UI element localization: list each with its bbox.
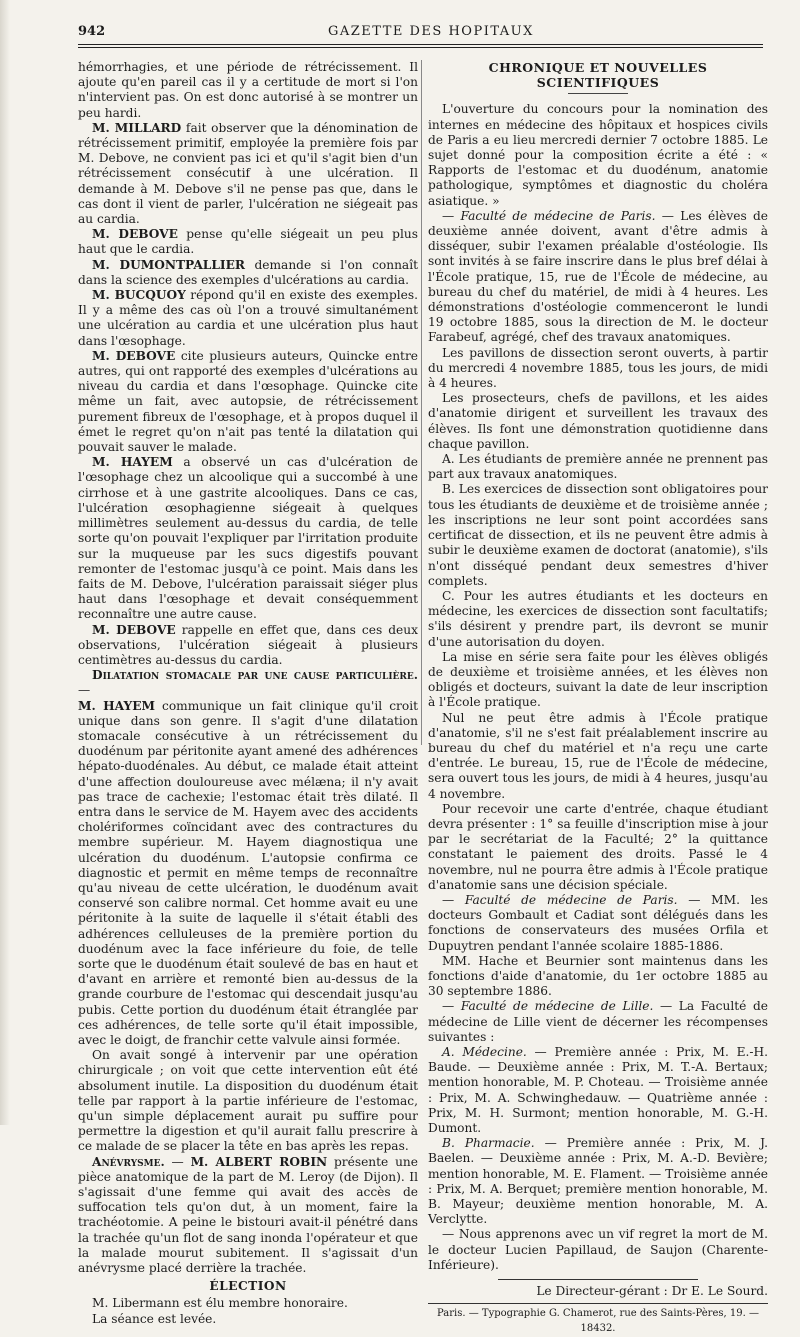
paragraph-text: — Première année : Prix, M. J. Baelen. — Deuxième année : Prix, M. A.-D. Bevière; mention honorable, M. E. Flament. — Troisième année : Prix, M. A. Berquet; première mention honorable, M. B. Mayeur; deuxième mention honorable, M. A. Verclytte. [428,1136,768,1227]
paragraph [78,60,418,121]
paragraph [78,121,418,227]
section-lead: Faculté de médecine de Lille. [460,999,654,1014]
paragraph-text: La mise en série sera faite pour les élèves obligés de deuxième et troisième années, et les élèves non obligés et docteurs, suivant la date de leur inscription à l'École pratique. [428,649,768,710]
paragraph [428,802,768,893]
paragraph [428,452,768,482]
paragraph [78,623,418,669]
paragraph [428,391,768,452]
election-text: M. Libermann est élu membre honoraire. [92,1296,348,1311]
paragraph-text: hémorrhagies, et une période de rétrécissement. Il ajoute qu'en pareil cas il y a certitude de mort si l'on n'intervient pas. On est donc autorisé à se montrer un peu hardi. [78,60,418,120]
paragraph [78,288,418,349]
paragraph-text: fait observer que la dénomination de rétrécissement primitif, employée la première fois par M. Debove, ne convient pas ici et qu'il s'agit bien d'un rétrécissement consécutif à une ulcération. Il demande à M. Debove s'il ne pense pas que, dans le cas dont il vient de parler, l'ulcération ne siégeait pas au cardia. [78,120,419,227]
paragraph [428,999,768,1045]
speaker-name: M. HAYEM [78,698,155,713]
title-rule [568,93,628,94]
paragraph-text: a observé un cas d'ulcération de l'œsophage chez un alcoolique qui a succombé à une cirrhose et à une gastrite alcooliques. Dans ce cas, l'ulcération œsophagienne siégeait à quelques millimètres seulement au-dessus du cardia, de telle sorte qu'on pouvait l'expliquer par l'irritation produite sur la muqueuse par les sucs digestifs pouvant remonter de l'estomac jusqu'à ce point. Mais dans les faits de M. Debove, l'ulcération paraissait siéger plus haut dans l'œsophage et devait conséquemment reconnaître une autre cause. [78,455,418,622]
page-binding-shadow [0,0,10,1125]
paragraph [78,227,418,257]
paragraph-text: rappelle en effet que, dans ces deux observations, l'ulcération siégeait à plusieurs centimètres au-dessus du cardia. [78,622,418,667]
paragraph [78,1048,418,1154]
speaker-name: M. BUCQUOY [92,288,186,303]
section-lead: Dilatation stomacale par une cause particulière. [92,668,418,683]
paragraph-text: communique un fait clinique qu'il croit unique dans son genre. Il s'agit d'une dilatation stomacale consécutive à un rétrécissement du duodénum par péritonite ayant amené des adhérences hépato-duodénales. Au début, ce malade était atteint d'une affection douloureuse avec mélæna; il n'y avait pas trace de cachexie; l'estomac était très dilaté. Il entra dans le service de M. Hayem avec des accidents cholériformes coïncidant avec des contractures du membre supérieur. M. Hayem diagnostiqua une ulcération du duodénum. L'autopsie confirma ce diagnostic et permit en même temps de reconnaître qu'au niveau de cette ulcération, le duodénum avait conservé son calibre normal. Cet homme avait eu une péritonite à la suite de laquelle il s'était établi des adhérences celluleuses de la première portion du duodénum avec la face inférieure du foie, de telle sorte que le duodénum était soulevé de bas en haut et d'avant en arrière et remonté bien au-dessus de la grande courbure de l'estomac qui descendait jusqu'au pubis. Cette portion du duodénum était étranglée par ces adhérences, de telle sorte qu'il était impossible, avec le doigt, de franchir cette valvule ainsi formée. [78,698,418,1047]
speaker-name: M. HAYEM [92,455,173,470]
paragraph [428,589,768,650]
speaker-name: M. DEBOVE [92,227,178,242]
paragraph [428,954,768,1000]
paragraph-text: répond qu'il en existe des exemples. Il y a même des cas où l'on a trouvé simultanément une ulcération au cardia et une ulcération plus haut dans l'œsophage. [78,288,418,348]
paragraph [78,349,418,455]
paragraph [428,209,768,346]
paragraph [428,1227,768,1273]
paragraph-text: A. Les étudiants de première année ne prennent pas part aux travaux anatomiques. [428,452,768,482]
page-header [78,24,763,46]
paragraph [428,1136,768,1227]
speaker-name: M. DUMONTPALLIER [92,257,246,272]
speaker-name: M. ALBERT ROBIN [190,1154,328,1169]
paragraph [78,455,418,622]
paragraph-text: — Première année : Prix, M. E.-H. Baude. — Deuxième année : Prix, M. T.-A. Bertaux; mention honorable, M. P. Choteau. — Troisième année : Prix, M. A. Schwinghedauw. — Quatrième année : Prix, M. H. Surmont; mention honorable, M. G.-H. Dumont. [428,1045,768,1136]
dash: — [442,999,461,1014]
paragraph-text: — [164,1154,191,1169]
paragraph [428,650,768,711]
closing: La séance est levée. [92,1311,217,1326]
signature: Le Directeur-gérant : Dr E. Le Sourd. [536,1284,768,1299]
paragraph [428,102,768,208]
paragraph-text: — [78,683,91,698]
section-lead: A. Médecine. [442,1045,527,1059]
chronicle-title: CHRONIQUE ET NOUVELLES SCIENTIFIQUES [488,60,708,91]
paragraph-text: Les pavillons de dissection seront ouverts, à partir du mercredi 4 novembre 1885, tous les jours, de midi à 4 heures. [428,345,768,391]
printer-line: Paris. — Typographie G. Chamerot, rue des Saints-Pères, 19. — 18432. [437,1308,759,1335]
paragraph-text: — Nous apprenons avec un vif regret la mort de M. le docteur Lucien Papillaud, de Saujon (Charente-Inférieure). [428,1227,768,1272]
running-title: GAZETTE DES HOPITAUX [328,24,534,39]
right-column [428,60,768,1337]
paragraph [78,1155,418,1277]
chronicle-body [428,102,768,1273]
paragraph-text: Les prosecteurs, chefs de pavillons, et les aides d'anatomie dirigent et surveillent les travaux des élèves. Ils font une démonstration quotidienne dans chaque pavillon. [428,391,768,451]
paragraph-text: pense qu'elle siégeait un peu plus haut que le cardia. [78,227,418,257]
section-lead: B. Pharmacie. [442,1136,535,1151]
paragraph-text: — MM. les docteurs Gombault et Cadiat sont délégués dans les fonctions de conservateurs des musées Orfila et Dupuytren pendant l'année scolaire 1885-1886. [428,892,768,953]
paragraph-text: présente une pièce anatomique de la part de M. Leroy (de Dijon). Il s'agissait d'une femme qui avait des accès de suffocation tels qu'on dut, à un moment, faire la trachéotomie. A peine le bistouri avait-il pénétré dans la trachée qu'un flot de sang inonda l'opérateur et que la malade mourut subitement. Il s'agissait d'un anévrysme placé derrière la trachée. [78,1154,418,1276]
paragraph [428,1045,768,1136]
paragraph-text: Pour recevoir une carte d'entrée, chaque étudiant devra présenter : 1° sa feuille d'inscription mise à jour par le secrétariat de la Faculté; 2° la quittance constatant le paiement des droits. Passé le 4 novembre, nul ne pourra être admis à l'École pratique d'anatomie sans une décision spéciale. [428,801,768,892]
paragraph-text: cite plusieurs auteurs, Quincke entre autres, qui ont rapporté des exemples d'ulcérations au niveau du cardia et dans l'œsophage. Quincke cite même un fait, avec autopsie, de rétrécissement purement fibreux de l'œsophage, et à propos duquel il émet le regret qu'on n'ait pas tenté la dilatation qui pouvait sauver le malade. [78,348,418,455]
paragraph [428,893,768,954]
speaker-name: M. DEBOVE [92,622,176,637]
paragraph [428,482,768,588]
section-lead: Faculté de médecine de Paris. [464,892,678,907]
left-column [78,60,418,1327]
column-divider [421,60,422,745]
paragraph [78,699,418,1049]
paragraph-text: Nul ne peut être admis à l'École pratique d'anatomie, s'il ne s'est fait préalablement inscrire au bureau du chef du matériel et n'a reçu une carte d'entrée. Le bureau, 15, rue de l'École de médecine, sera ouvert tous les jours, de midi à 4 heures, jusqu'au 4 novembre. [428,710,768,801]
end-rule [498,1279,698,1280]
header-rule [78,44,763,45]
paragraph [428,346,768,392]
paragraph-text: B. Les exercices de dissection sont obligatoires pour tous les étudiants de deuxième et de troisième année ; les inscriptions ne leur sont point accordées sans certificat de dissection, et ils ne peuvent être admis à subir le deuxième examen de doctorat (anatomie), s'ils n'ont disséqué pendant deux semestres d'hiver complets. [428,482,768,588]
dash: — [442,208,461,223]
section-lead: Anévrysme. [92,1154,165,1169]
header-rule-double [78,47,763,48]
speaker-name: M. MILLARD [92,120,182,135]
paragraph-text: — Les élèves de deuxième année doivent, avant d'être admis à disséquer, subir l'examen préalable d'ostéologie. Ils sont invités à se faire inscrire dans le plus bref délai à l'École pratique, 15, rue de l'École de médecine, au bureau du chef du matériel, de midi à 4 heures. Les démonstrations d'ostéologie commenceront le lundi 19 octobre 1885, sous la direction de M. le docteur Farabeuf, agrégé, chef des travaux anatomiques. [428,208,769,345]
paragraph-text: L'ouverture du concours pour la nomination des internes en médecine des hôpitaux et hospices civils de Paris a eu lieu mercredi dernier 7 octobre 1885. Le sujet donné pour la composition écrite a été : « Rapports de l'estomac et du duodénum, anatomie pathologique, symptômes et diagnostic du choléra asiatique. » [428,102,768,208]
paragraph-text: On avait songé à intervenir par une opération chirurgicale ; on voit que cette intervention eût été absolument inutile. La disposition du duodénum était telle par rapport à la partie inférieure de l'estomac, qu'un simple déplacement aurait pu suffire pour permettre la digestion et qu'il aurait fallu prescrire à ce malade de se placer la tête en bas après les repas. [78,1048,418,1154]
paragraph-text: demande si l'on connaît dans la science des exemples d'ulcérations au cardia. [78,257,418,287]
footer-rule [428,1303,768,1304]
speaker-name: M. DEBOVE [92,348,176,363]
dash: — [442,892,465,907]
page-number: 942 [78,24,106,39]
paragraph-text: — La Faculté de médecine de Lille vient de décerner les récompenses suivantes : [428,999,768,1044]
paragraph [428,711,768,802]
paragraph [78,668,418,698]
section-lead: Faculté de médecine de Paris. [460,208,656,223]
paragraph [78,258,418,288]
paragraph-text: C. Pour les autres étudiants et les docteurs en médecine, les exercices de dissection sont facultatifs; s'ils désirent y prendre part, ils devront se munir d'une autorisation du doyen. [428,588,768,649]
election-heading: ÉLECTION [209,1279,287,1294]
paragraph-text: MM. Hache et Beurnier sont maintenus dans les fonctions d'aide d'anatomie, du 1er octobre 1885 au 30 septembre 1886. [428,953,768,999]
